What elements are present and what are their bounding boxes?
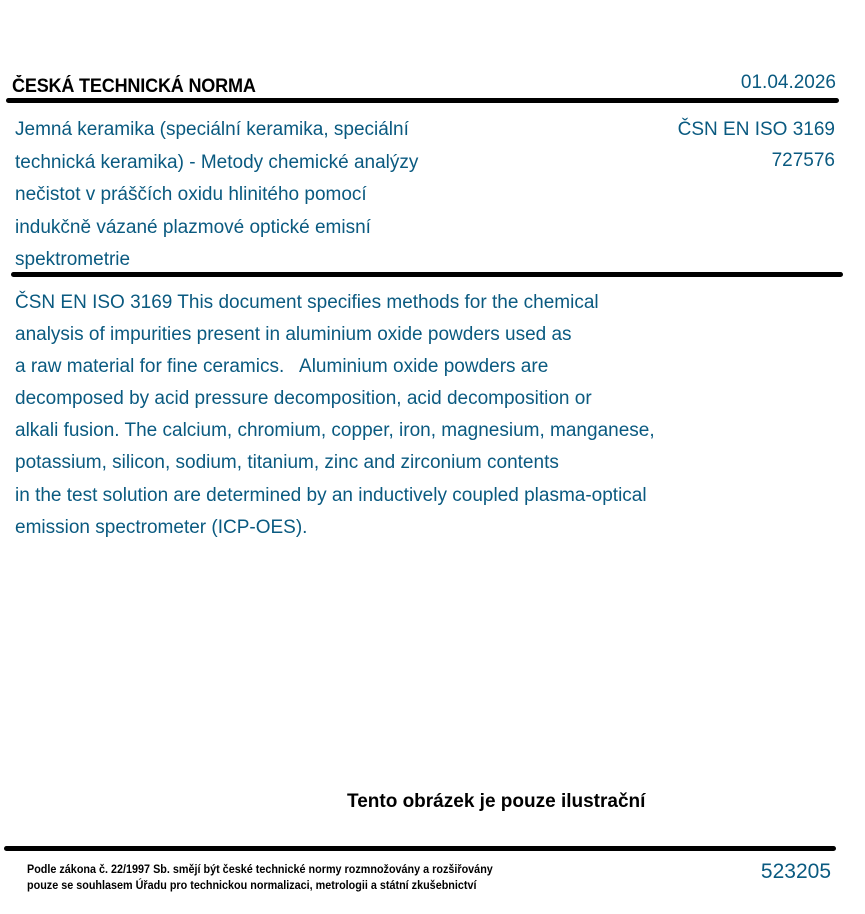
abstract-line: ČSN EN ISO 3169 This document specifies methods for the chemical [15, 292, 599, 313]
illustration-note: Tento obrázek je pouze ilustrační [347, 791, 646, 812]
standard-code: ČSN EN ISO 3169 [677, 119, 835, 140]
legal-notice-line: Podle zákona č. 22/1997 Sb. smějí být české technické normy rozmnožovány a rozšiřovány [27, 862, 493, 876]
abstract-line: potassium, silicon, sodium, titanium, zinc and zirconium contents [15, 452, 559, 474]
abstract-line: analysis of impurities present in aluminium oxide powders used as [15, 324, 572, 346]
title-divider [11, 272, 843, 277]
abstract-line: emission spectrometer (ICP-OES). [15, 516, 308, 538]
standard-title-line: technická keramika) - Metody chemické analýzy [15, 151, 419, 173]
footer-divider [4, 846, 836, 851]
document-header-title: ČESKÁ TECHNICKÁ NORMA [12, 76, 256, 97]
document-date: 01.04.2026 [740, 72, 836, 93]
abstract [15, 287, 855, 544]
footer-number: 523205 [760, 860, 831, 883]
standard-title [15, 114, 535, 277]
abstract-line: a raw material for fine ceramics. Aluminium oxide powders are [15, 356, 549, 378]
abstract-line: alkali fusion. The calcium, chromium, copper, iron, magnesium, manganese, [15, 420, 655, 442]
standard-title-line: nečistot v práščích oxidu hlinitého pomocí [15, 184, 367, 205]
header-divider [6, 98, 839, 103]
legal-notice-line: pouze se souhlasem Úřadu pro technickou normalizaci, metrologii a státní zkušebnictví [27, 877, 477, 892]
abstract-line: in the test solution are determined by an inductively coupled plasma-optical [15, 484, 647, 506]
standard-title-line: spektrometrie [15, 249, 131, 270]
standard-title-line: Jemná keramika (speciální keramika, speciální [15, 119, 409, 140]
catalog-number: 727576 [771, 150, 835, 171]
standard-identifiers [678, 114, 835, 176]
legal-notice [27, 862, 493, 893]
abstract-line: decomposed by acid pressure decomposition, acid decomposition or [15, 388, 592, 410]
standard-title-line: indukčně vázané plazmové optické emisní [15, 216, 371, 238]
